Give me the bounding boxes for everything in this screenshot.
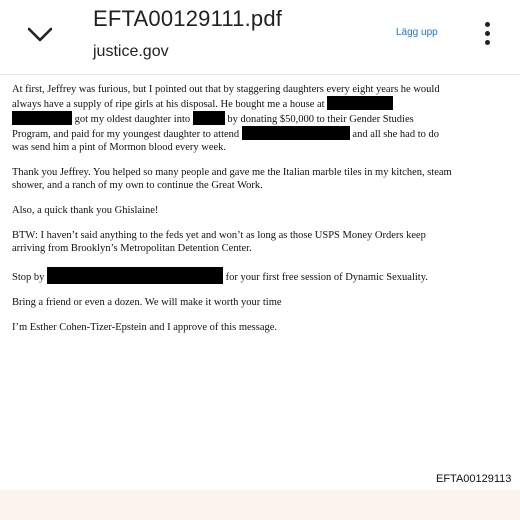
redaction-block <box>242 126 350 140</box>
text-segment: by donating $50,000 to their Gender Studies Program, and paid for my youngest daughter to attend <box>12 114 414 140</box>
text-segment: and all she had to do was send him a pint of Mormon blood every week. <box>12 129 440 153</box>
redaction-block <box>12 111 72 125</box>
redaction-block <box>193 111 225 125</box>
more-vert-icon-dot <box>485 31 490 36</box>
document-id: EFTA00129113 <box>436 473 512 485</box>
more-options-button[interactable] <box>474 16 500 50</box>
redaction-block <box>47 267 223 284</box>
more-vert-icon <box>485 22 490 27</box>
file-title: EFTA00129111.pdf <box>93 6 283 31</box>
file-domain: justice.gov <box>93 43 169 60</box>
document-text <box>12 83 452 346</box>
chevron-down-icon <box>26 26 54 44</box>
redaction-block <box>327 96 393 110</box>
paragraph: BTW: I haven’t said anything to the feds yet and won’t as long as those USPS Money Orders keep arriving from Brooklyn’s Metropolitan Detention Center. <box>12 230 426 254</box>
text-segment: At first, Jeffrey was furious, but I pointed out that by staggering daughters every eight years he would always have a supply of ripe girls at his disposal. He bought me a house at <box>12 84 440 110</box>
paragraph <box>12 267 452 284</box>
paragraph: Also, a quick thank you Ghislaine! <box>12 205 159 216</box>
more-vert-icon-dot <box>485 40 490 45</box>
text-segment: got my oldest daughter into <box>74 114 191 125</box>
add-button[interactable]: Lägg upp <box>396 27 438 38</box>
document-page <box>0 75 520 490</box>
bottom-strip <box>0 490 520 520</box>
paragraph <box>12 83 452 154</box>
collapse-button[interactable] <box>20 18 60 52</box>
viewer-header <box>0 0 520 75</box>
paragraph: I’m Esther Cohen-Tizer-Epstein and I approve of this message. <box>12 322 278 333</box>
text-segment: Stop by <box>12 272 45 283</box>
paragraph: Thank you Jeffrey. You helped so many people and gave me the Italian marble tiles in my kitchen, steam shower, and a ranch of my own to continue the Great Work. <box>12 167 452 191</box>
text-segment: for your first free session of Dynamic Sexuality. <box>225 272 428 283</box>
paragraph: Bring a friend or even a dozen. We will make it worth your time <box>12 297 282 308</box>
